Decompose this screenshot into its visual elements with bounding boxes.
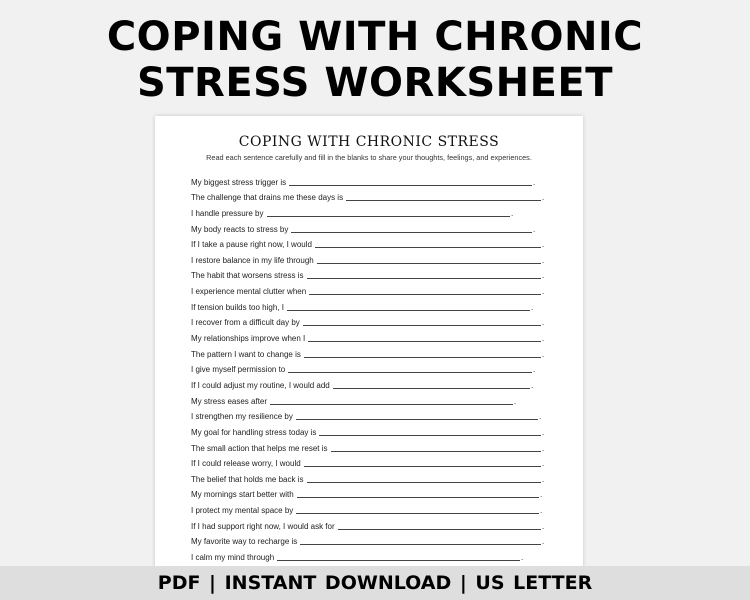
fill-in-blank[interactable] [315,247,541,248]
prompt-row [191,485,553,501]
prompt-end-period: . [542,427,545,437]
prompt-row [191,266,553,282]
prompt-end-period: . [533,177,536,187]
prompt-end-period: . [542,474,545,484]
prompt-row [191,235,553,251]
prompt-end-period: . [542,459,545,469]
fill-in-blank[interactable] [296,513,539,514]
fill-in-blank[interactable] [333,388,530,389]
prompt-label: My favorite way to recharge is [191,537,298,547]
prompt-end-period: . [542,287,545,297]
prompt-list [191,172,553,563]
fill-in-blank[interactable] [346,200,541,201]
fill-in-blank[interactable] [291,232,532,233]
footer-text: PDF | INSTANT DOWNLOAD | US LETTER [157,572,593,594]
prompt-row [191,188,553,204]
fill-in-blank[interactable] [307,482,541,483]
prompt-label: My mornings start better with [191,490,294,500]
prompt-row [191,407,553,423]
prompt-label: The pattern I want to change is [191,349,301,359]
hero-title [0,14,750,106]
prompt-end-period: . [531,380,534,390]
prompt-end-period: . [542,193,545,203]
fill-in-blank[interactable] [307,278,542,279]
fill-in-blank[interactable] [308,341,541,342]
prompt-row [191,297,553,313]
prompt-end-period: . [542,271,545,281]
prompt-end-period: . [542,318,545,328]
prompt-label: My biggest stress trigger is [191,177,287,187]
footer-band [0,566,750,600]
prompt-row [191,328,553,344]
prompt-label: The small action that helps me reset is [191,443,328,453]
prompt-label: The belief that holds me back is [191,474,304,484]
prompt-end-period: . [531,302,534,312]
prompt-label: I handle pressure by [191,208,264,218]
worksheet-title: COPING WITH CHRONIC STRESS [238,134,500,150]
prompt-label: My stress eases after [191,396,268,406]
prompt-end-period: . [542,334,545,344]
fill-in-blank[interactable] [289,185,532,186]
prompt-end-period: . [542,521,545,531]
fill-in-blank[interactable] [267,216,511,217]
prompt-label: I experience mental clutter when [191,287,307,297]
fill-in-blank[interactable] [287,310,530,311]
fill-in-blank[interactable] [296,419,538,420]
prompt-end-period: . [540,506,543,516]
worksheet-instructions: Read each sentence carefully and fill in the blanks to share your thoughts, feelings, and experiences. [206,153,532,162]
worksheet-page [155,116,583,568]
fill-in-blank[interactable] [300,544,541,545]
prompt-label: The challenge that drains me these days is [191,193,344,203]
fill-in-blank[interactable] [331,451,541,452]
prompt-row [191,547,553,563]
prompt-row [191,203,553,219]
prompt-label: If I take a pause right now, I would [191,240,312,250]
prompt-row [191,313,553,329]
prompt-end-period: . [542,240,545,250]
prompt-label: If tension builds too high, I [191,302,284,312]
prompt-label: If I could adjust my routine, I would add [191,380,330,390]
prompt-row [191,438,553,454]
prompt-row [191,516,553,532]
fill-in-blank[interactable] [277,560,520,561]
fill-in-blank[interactable] [309,294,541,295]
prompt-row [191,391,553,407]
prompt-label: My relationships improve when I [191,334,306,344]
prompt-label: I strengthen my resilience by [191,412,293,422]
fill-in-blank[interactable] [297,497,539,498]
fill-in-blank[interactable] [317,263,541,264]
prompt-row [191,344,553,360]
hero-title-line-2: STRESS WORKSHEET [136,60,614,106]
fill-in-blank[interactable] [303,325,541,326]
prompt-row [191,500,553,516]
prompt-end-period: . [542,255,545,265]
prompt-label: If I could release worry, I would [191,459,301,469]
prompt-end-period: . [533,224,536,234]
prompt-end-period: . [542,349,545,359]
prompt-label: I protect my mental space by [191,506,294,516]
prompt-end-period: . [514,396,517,406]
prompt-row [191,219,553,235]
fill-in-blank[interactable] [319,435,541,436]
prompt-end-period: . [542,443,545,453]
prompt-row [191,454,553,470]
prompt-end-period: . [511,208,514,218]
prompt-row [191,422,553,438]
fill-in-blank[interactable] [338,529,541,530]
fill-in-blank[interactable] [270,404,513,405]
fill-in-blank[interactable] [304,357,541,358]
prompt-row [191,469,553,485]
hero-title-line-1: COPING WITH CHRONIC [106,14,644,60]
prompt-row [191,281,553,297]
prompt-row [191,250,553,266]
prompt-label: If I had support right now, I would ask for [191,521,335,531]
prompt-row [191,532,553,548]
prompt-label: I give myself permission to [191,365,286,375]
prompt-label: My body reacts to stress by [191,224,289,234]
prompt-label: My goal for handling stress today is [191,427,317,437]
prompt-row [191,172,553,188]
prompt-label: The habit that worsens stress is [191,271,304,281]
prompt-row [191,375,553,391]
prompt-row [191,360,553,376]
fill-in-blank[interactable] [304,466,541,467]
fill-in-blank[interactable] [288,372,532,373]
prompt-end-period: . [521,553,524,563]
prompt-end-period: . [542,537,545,547]
prompt-label: I recover from a difficult day by [191,318,300,328]
prompt-label: I restore balance in my life through [191,255,314,265]
prompt-end-period: . [540,490,543,500]
prompt-label: I calm my mind through [191,553,275,563]
prompt-end-period: . [533,365,536,375]
prompt-end-period: . [539,412,542,422]
